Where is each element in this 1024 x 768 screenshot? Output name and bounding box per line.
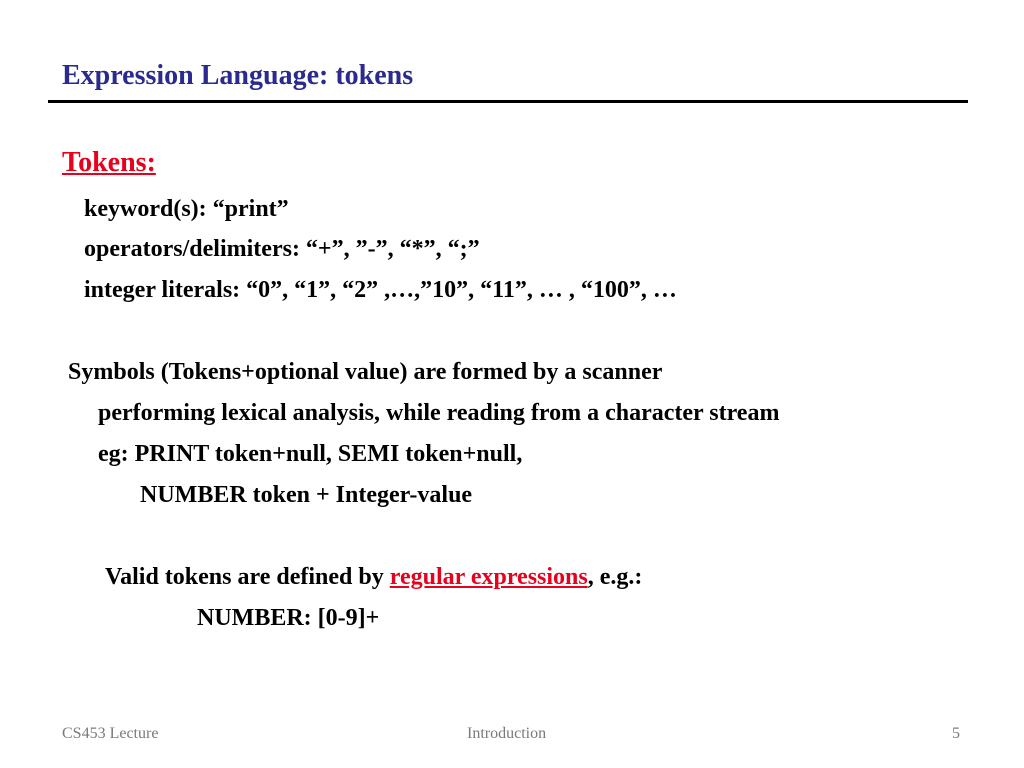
example-line: eg: PRINT token+null, SEMI token+null, [98,441,523,467]
title-divider [48,100,968,103]
literals-line: integer literals: “0”, “1”, “2” ,…,”10”, “11”, … , “100”, … [84,277,677,303]
keywords-line: keyword(s): “print” [84,196,289,222]
footer-section: Introduction [467,725,547,742]
slide-title: Expression Language: tokens [62,60,414,91]
section-heading: Tokens: [62,147,156,178]
footer-page-number: 5 [952,725,960,742]
valid-tokens-suffix: , e.g.: [587,564,643,590]
number-token-line: NUMBER token + Integer-value [140,482,473,508]
footer-course: CS453 Lecture [62,725,159,742]
regex-line: NUMBER: [0-9]+ [197,605,380,631]
regular-expressions-link[interactable]: regular expressions [389,564,588,590]
valid-tokens-line [105,564,642,591]
lexical-line: performing lexical analysis, while reading from a character stream [98,400,780,426]
operators-line: operators/delimiters: “+”, ”-”, “*”, “;” [84,236,480,262]
valid-tokens-prefix: Valid tokens are defined by [105,564,390,590]
symbols-line: Symbols (Tokens+optional value) are formed by a scanner [68,359,663,385]
